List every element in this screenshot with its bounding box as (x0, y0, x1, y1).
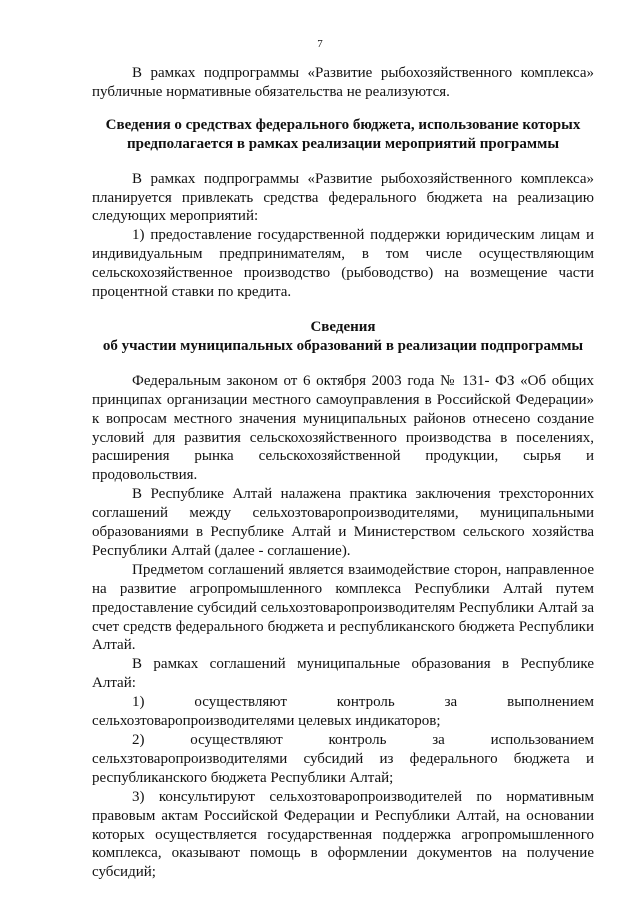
municipal-list-item-3: 3) консультируют сельхозтоваропроизводителей по нормативным правовым актам Российской Федерации и Республики Алтай, на основании которых осуществляется государственная поддержка агропромышленного комплекса, оказывают помощь в оформлении документов на получение субсидий; (92, 788, 594, 881)
spacer (92, 302, 594, 318)
federal-budget-heading (92, 116, 594, 154)
municipal-list-item-2: 2) осуществляют контроль за использованием сельхзтоваропроизводителями субсидий из федерального бюджета и республиканского бюджета Республики Алтай; (92, 732, 594, 786)
municipal-heading-line-1: Сведения (310, 318, 376, 335)
federal-budget-heading-line-1: Сведения о средствах федерального бюджета, использование которых (105, 116, 581, 133)
municipal-paragraph-4: В рамках соглашений муниципальные образования в Республике Алтай: (92, 656, 594, 692)
intro-paragraph: В рамках подпрограммы «Развитие рыбохозяйственного комплекса» публичные нормативные обязательства не реализуются. (92, 65, 594, 100)
federal-budget-heading-line-2: предполагается в рамках реализации мероприятий программы (126, 135, 560, 152)
page-number: 7 (317, 38, 323, 50)
municipal-paragraph-3: Предметом соглашений является взаимодействие сторон, направленное на развитие агропромышленного комплекса Республики Алтай путем предоставление субсидий сельхозтоваропроизводителям Республики Алтай за счет средств федерального бюджета и республиканского бюджета Республики Алтай. (92, 561, 594, 654)
municipal-paragraph-1: Федеральным законом от 6 октября 2003 года № 131- ФЗ «Об общих принципах организации местного самоуправления в Российской Федерации» к вопросам местного значения муниципальных районов отнесено создание условий для развития сельскохозяйственного производства в поселениях, расширения рынка сельскохозяйственной продукции, сырья и продовольствия. (92, 372, 594, 484)
municipal-heading (92, 318, 594, 356)
federal-budget-item-1: 1) предоставление государственной поддержки юридическим лицам и индивидуальным предпринимателям, в том числе осуществляющим сельскохозяйственное производство (рыбоводство) на возмещение части процентной ставки по кредита. (92, 227, 594, 301)
municipal-paragraph-2: В Республике Алтай налажена практика заключения трехсторонних соглашений между сельхозтоваропроизводителями, муниципальными образованиями в Республике Алтай и Министерством сельского хозяйства Республики Алтай (далее - соглашение). (92, 486, 594, 559)
spacer (92, 154, 594, 170)
spacer (92, 102, 594, 116)
document-body (92, 64, 594, 882)
spacer (92, 356, 594, 372)
federal-budget-paragraph: В рамках подпрограммы «Развитие рыбохозяйственного комплекса» планируется привлекать средства федерального бюджета на реализацию следующих мероприятий: (92, 170, 594, 225)
municipal-heading-line-2: об участии муниципальных образований в реализации подпрограммы (102, 337, 584, 354)
municipal-list-item-1: 1) осуществляют контроль за выполнением сельхозтоваропроизводителями целевых индикаторов; (92, 694, 594, 730)
